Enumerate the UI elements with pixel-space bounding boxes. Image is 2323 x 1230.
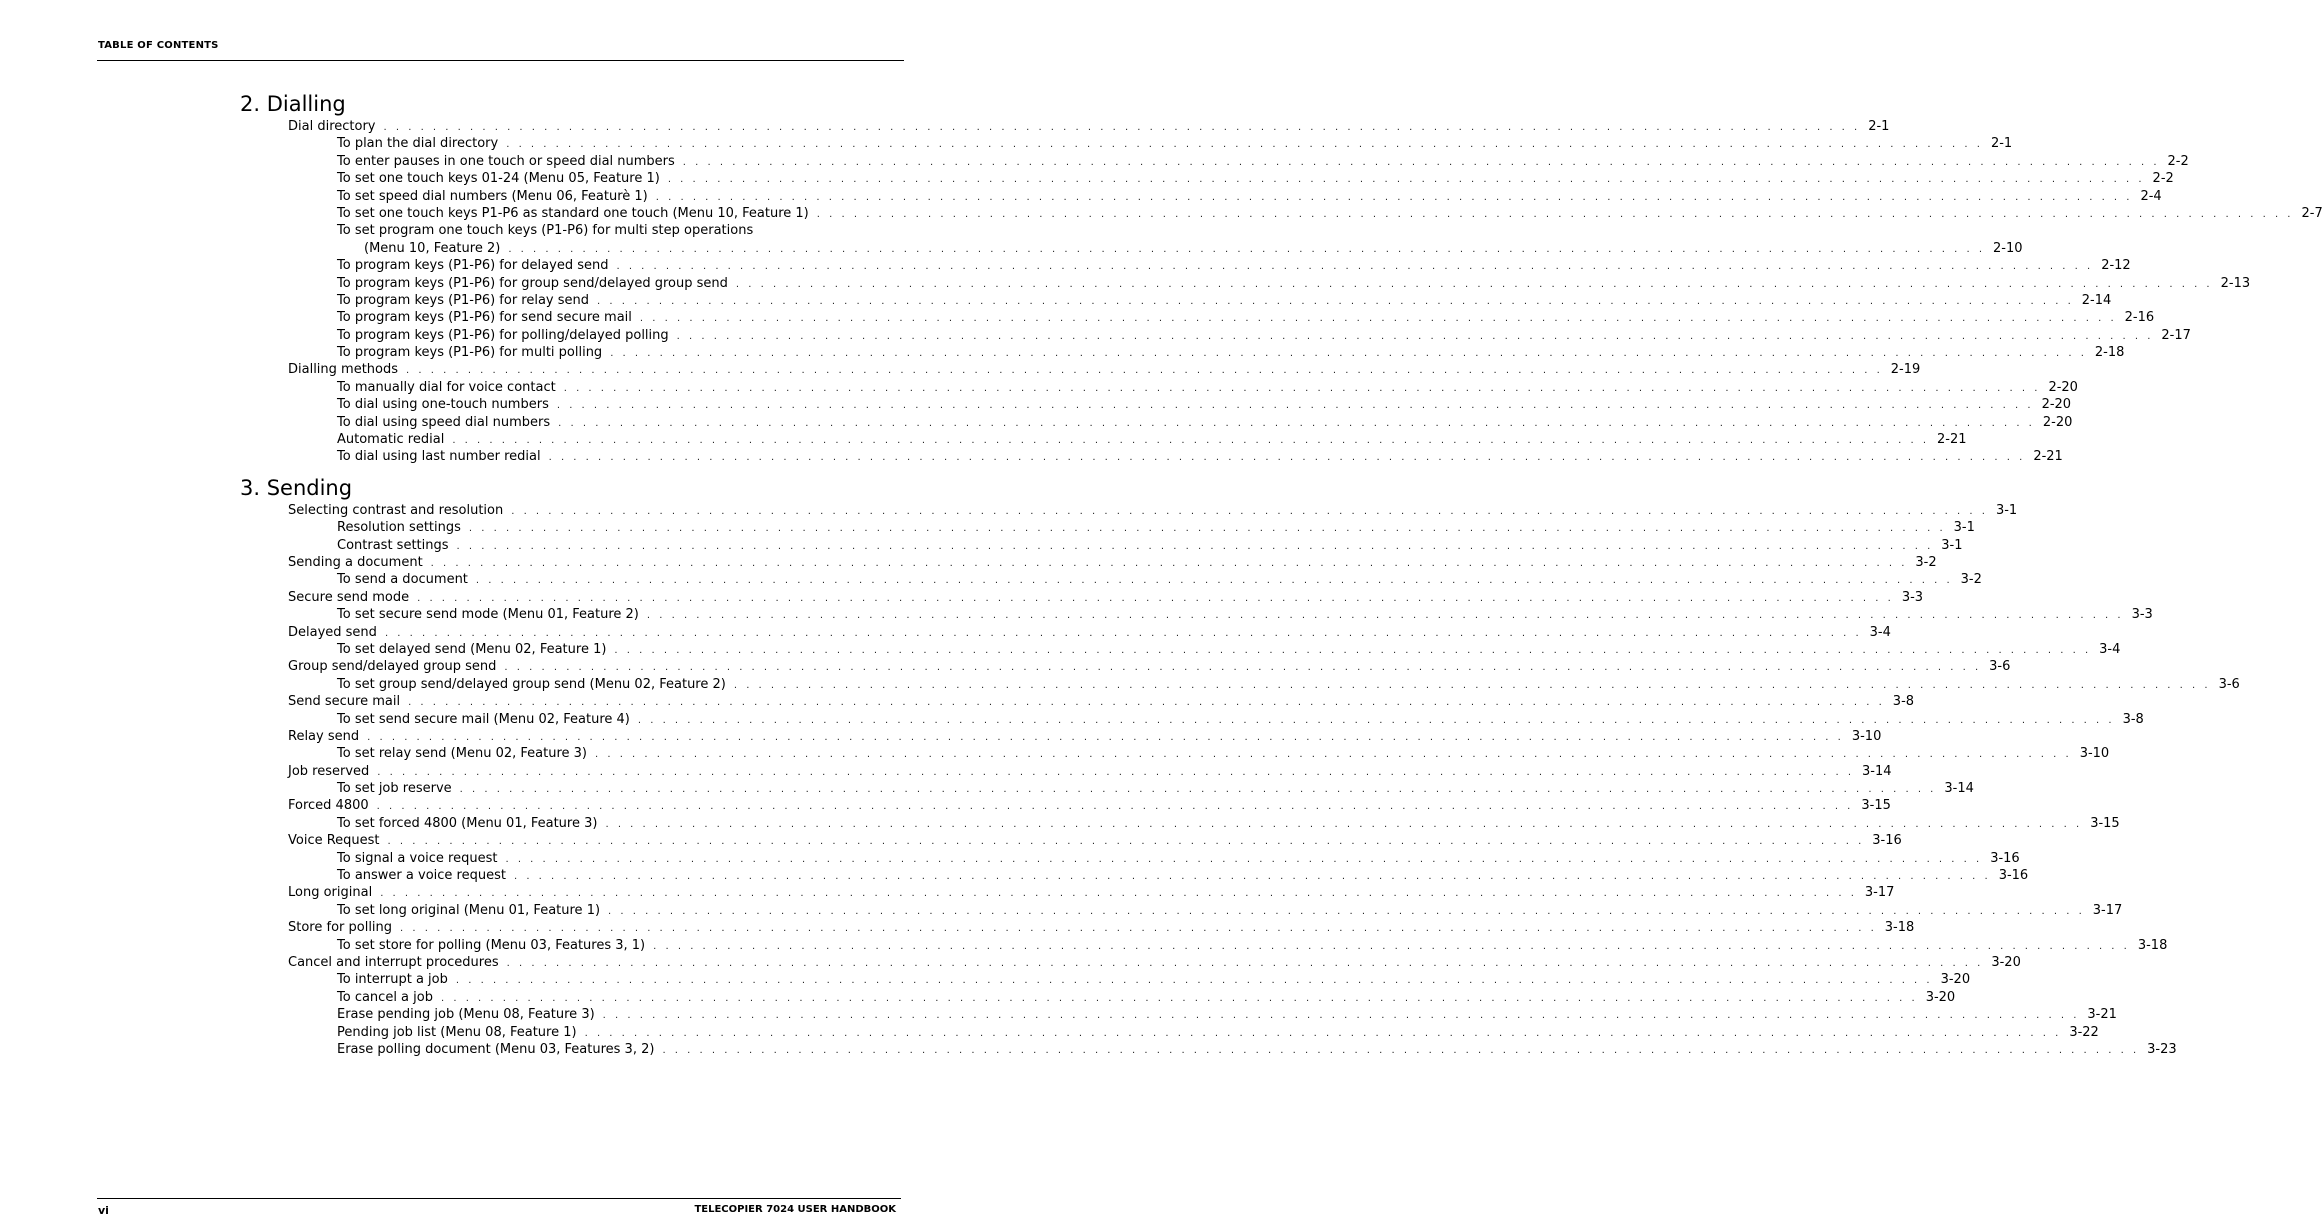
footer-book-title: TELECOPIER 7024 USER HANDBOOK	[694, 1204, 896, 1215]
dot-leader: . . . . . . . . . . . . . . . . . . . . . . . . . . . . . . . . . . . . . . . . . . . . . . . . . . . . . . . . . . . . . . . . . . . . . . . . . . . . . . . . . . . . . . . . . . . . . . . . . . . . . . . . . . . . . . . . . . . . . . . .	[594, 749, 2072, 761]
toc-entry-page: 3-16	[1872, 833, 1902, 849]
toc-entry[interactable]	[240, 745, 2110, 762]
toc-entry[interactable]	[240, 867, 2029, 884]
toc-entry-title: To set one touch keys 01-24 (Menu 05, Feature 1)	[337, 171, 660, 187]
toc-entry[interactable]	[240, 170, 2174, 187]
toc-entry[interactable]	[240, 153, 2189, 170]
dot-leader: . . . . . . . . . . . . . . . . . . . . . . . . . . . . . . . . . . . . . . . . . . . . . . . . . . . . . . . . . . . . . . . . . . . . . . . . . . . . . . . . . . . . . . . . . . . . . . . . . . . . . . . . . . . . . . . . . . . . . . . .	[558, 417, 2035, 429]
toc-entry-title: To program keys (P1-P6) for multi polling	[337, 345, 603, 361]
toc-entry-title: To dial using speed dial numbers	[337, 414, 551, 430]
toc-entry[interactable]	[240, 780, 1974, 797]
dot-leader: . . . . . . . . . . . . . . . . . . . . . . . . . . . . . . . . . . . . . . . . . . . . . . . . . . . . . . . . . . . . . . . . . . . . . . . . . . . . . . . . . . . . . . . . . . . . . . . . . . . . . . . . . . . . . . . . . . . . . . . .	[376, 801, 1854, 813]
toc-entry[interactable]	[240, 537, 1963, 554]
toc-entry-page: 3-21	[2087, 1007, 2117, 1023]
toc-entry-page: 3-2	[1915, 554, 1937, 570]
toc-entry-title: Store for polling	[288, 920, 393, 936]
toc-entry-title: To set speed dial numbers (Menu 06, Featurè 1)	[337, 188, 648, 204]
dot-leader: . . . . . . . . . . . . . . . . . . . . . . . . . . . . . . . . . . . . . . . . . . . . . . . . . . . . . . . . . . . . . . . . . . . . . . . . . . . . . . . . . . . . . . . . . . . . . . . . . . . . . . . . . . . . . . . . . . . . . . . .	[662, 1044, 2140, 1056]
dot-leader: . . . . . . . . . . . . . . . . . . . . . . . . . . . . . . . . . . . . . . . . . . . . . . . . . . . . . . . . . . . . . . . . . . . . . . . . . . . . . . . . . . . . . . . . . . . . . . . . . . . . . . . . . . . . . . . . . . . . . . . .	[735, 278, 2213, 290]
dot-leader: . . . . . . . . . . . . . . . . . . . . . . . . . . . . . . . . . . . . . . . . . . . . . . . . . . . . . . . . . . . . . . . . . . . . . . . . . . . . . . . . . . . . . . . . . . . . . . . . . . . . . . . . . . . . . . . . . . . . . . . .	[504, 662, 1982, 674]
dot-leader: . . . . . . . . . . . . . . . . . . . . . . . . . . . . . . . . . . . . . . . . . . . . . . . . . . . . . . . . . . . . . . . . . . . . . . . . . . . . . . . . . . . . . . . . . . . . . . . . . . . . . . . . . . . . . . . . . . . . . . . .	[605, 818, 2083, 830]
toc-entry-title: Selecting contrast and resolution	[288, 502, 504, 518]
toc-entry-title: To set forced 4800 (Menu 01, Feature 3)	[337, 815, 598, 831]
toc-entry[interactable]	[240, 571, 1982, 588]
toc-entry-page: 2-1	[1868, 119, 1890, 134]
toc-entry[interactable]	[240, 379, 2078, 396]
dot-leader: . . . . . . . . . . . . . . . . . . . . . . . . . . . . . . . . . . . . . . . . . . . . . . . . . . . . . . . . . . . . . . . . . . . . . . . . . . . . . . . . . . . . . . . . . . . . . . . . . . . . . . . . . . . . . . . . . . . . . . . .	[380, 888, 1857, 900]
toc-entry[interactable]	[240, 554, 1937, 571]
running-header: TABLE OF CONTENTS	[98, 40, 219, 51]
toc-entry[interactable]	[240, 188, 2162, 205]
toc-entry[interactable]	[240, 884, 1895, 901]
toc-entry-page: 3-8	[2122, 711, 2144, 727]
toc-entry-title: To plan the dial directory	[337, 136, 499, 152]
toc-entry-title: To dial using one-touch numbers	[337, 397, 549, 413]
toc-entry[interactable]	[240, 693, 1915, 710]
toc-entry-title: Automatic redial	[337, 432, 445, 448]
toc-entry-page: 2-21	[2033, 449, 2063, 465]
toc-entry[interactable]	[240, 589, 1924, 606]
toc-entry-page: 3-4	[2099, 641, 2121, 657]
dot-leader: . . . . . . . . . . . . . . . . . . . . . . . . . . . . . . . . . . . . . . . . . . . . . . . . . . . . . . . . . . . . . . . . . . . . . . . . . . . . . . . . . . . . . . . . . . . . . . . . . . . . . . . . . . . . . . . . . . . . . . . .	[475, 575, 1953, 587]
toc-entry-page: 2-17	[2161, 327, 2191, 343]
toc-entry[interactable]	[240, 989, 1956, 1006]
toc-entry-title: To set delayed send (Menu 02, Feature 1)	[337, 641, 607, 657]
toc-entry[interactable]	[240, 222, 896, 239]
toc-entry-title: Pending job list (Menu 08, Feature 1)	[337, 1024, 577, 1040]
toc-entry-page: 3-16	[1998, 868, 2029, 884]
toc-entry-page: 3-6	[2218, 676, 2240, 692]
toc-entry-page: 3-18	[2137, 937, 2168, 953]
toc-entry-page: 3-20	[1940, 972, 1971, 988]
dot-leader: . . . . . . . . . . . . . . . . . . . . . . . . . . . . . . . . . . . . . . . . . . . . . . . . . . . . . . . . . . . . . . . . . . . . . . . . . . . . . . . . . . . . . . . . . . . . . . . . . . . . . . . . . . . . . . . . . . . . . . . .	[639, 313, 2117, 325]
dot-leader: . . . . . . . . . . . . . . . . . . . . . . . . . . . . . . . . . . . . . . . . . . . . . . . . . . . . . . . . . . . . . . . . . . . . . . . . . . . . . . . . . . . . . . . . . . . . . . . . . . . . . . . . . . . . . . . . . . . . . . . .	[563, 382, 2041, 394]
toc-entry[interactable]	[240, 658, 2011, 675]
toc-entry[interactable]	[240, 711, 2144, 728]
toc-entry-title: Resolution settings	[337, 520, 461, 536]
dot-leader: . . . . . . . . . . . . . . . . . . . . . . . . . . . . . . . . . . . . . . . . . . . . . . . . . . . . . . . . . . . . . . . . . . . . . . . . . . . . . . . . . . . . . . . . . . . . . . . . . . . . . . . . . . . . . . . . . . . . . . . .	[513, 871, 1991, 883]
footer-page-number: vi	[98, 1204, 109, 1217]
toc-entry[interactable]	[240, 502, 2018, 519]
dot-leader: . . . . . . . . . . . . . . . . . . . . . . . . . . . . . . . . . . . . . . . . . . . . . . . . . . . . . . . . . . . . . . . . . . . . . . . . . . . . . . . . . . . . . . . . . . . . . . . . . . . . . . . . . . . . . . . . . . . . . . . .	[508, 243, 1986, 255]
toc-entry-title: Group send/delayed group send	[288, 659, 497, 675]
footer-divider	[97, 1198, 901, 1199]
toc-entry-page: 3-10	[2079, 746, 2110, 762]
toc-entry-title: To set relay send (Menu 02, Feature 3)	[337, 746, 587, 762]
toc-entry-title: Dialling methods	[288, 362, 399, 378]
toc-entry[interactable]	[240, 815, 2120, 832]
toc-entry[interactable]	[240, 240, 2023, 257]
toc-entry-page: 2-20	[2042, 414, 2073, 430]
toc-entry-title: To set program one touch keys (P1-P6) for multi step operations	[337, 223, 754, 239]
toc-entry-page: 2-12	[2101, 258, 2131, 274]
dot-leader: . . . . . . . . . . . . . . . . . . . . . . . . . . . . . . . . . . . . . . . . . . . . . . . . . . . . . . . . . . . . . . . . . . . . . . . . . . . . . . . . . . . . . . . . . . . . . . . . . . . . . . . . . . . . . . . . . . . . . . . .	[506, 139, 1983, 151]
toc-entry[interactable]	[240, 414, 2073, 431]
toc-entry-page: 2-20	[2041, 397, 2072, 413]
toc-entry-title: To answer a voice request	[337, 868, 506, 884]
toc-entry-page: 3-15	[1861, 798, 1891, 814]
toc-entry-title: To interrupt a job	[337, 972, 448, 988]
toc-entry[interactable]	[240, 902, 2123, 919]
dot-leader: . . . . . . . . . . . . . . . . . . . . . . . . . . . . . . . . . . . . . . . . . . . . . . . . . . . . . . . . . . . . . . . . . . . . . . . . . . . . . . . . . . . . . . . . . . . . . . . . . . . . . . . . . . . . . . . . . . . . . . . .	[383, 122, 1861, 133]
toc-entry[interactable]	[240, 519, 1975, 536]
toc-entry-title: Send secure mail	[288, 694, 401, 710]
toc-entry-title: Job reserved	[288, 763, 370, 779]
table-of-contents	[240, 90, 2323, 1058]
dot-leader: . . . . . . . . . . . . . . . . . . . . . . . . . . . . . . . . . . . . . . . . . . . . . . . . . . . . . . . . . . . . . . . . . . . . . . . . . . . . . . . . . . . . . . . . . . . . . . . . . . . . . . . . . . . . . . . . . . . . . . . .	[608, 905, 2085, 917]
toc-entry-page: 3-17	[2092, 902, 2123, 918]
toc-entry[interactable]	[240, 624, 1891, 641]
toc-entry[interactable]	[240, 309, 2155, 326]
toc-entry-page: 3-14	[1944, 781, 1974, 797]
toc-entry-title: To program keys (P1-P6) for relay send	[337, 292, 590, 308]
toc-entry-page: 3-2	[1960, 572, 1982, 588]
toc-entry[interactable]	[240, 1006, 2117, 1023]
toc-entry-page: 3-1	[1995, 502, 2018, 518]
toc-entry[interactable]	[240, 797, 1891, 814]
toc-entry-title: (Menu 10, Feature 2)	[364, 240, 501, 256]
toc-entry[interactable]	[240, 327, 2191, 344]
dot-leader: . . . . . . . . . . . . . . . . . . . . . . . . . . . . . . . . . . . . . . . . . . . . . . . . . . . . . . . . . . . . . . . . . . . . . . . . . . . . . . . . . . . . . . . . . . . . . . . . . . . . . . . . . . . . . . . . . . . . . . . .	[733, 679, 2211, 691]
toc-entry-title: Delayed send	[288, 624, 377, 640]
dot-leader: . . . . . . . . . . . . . . . . . . . . . . . . . . . . . . . . . . . . . . . . . . . . . . . . . . . . . . . . . . . . . . . . . . . . . . . . . . . . . . . . . . . . . . . . . . . . . . . . . . . . . . . . . . . . . . . . . . . . . . . .	[468, 523, 1946, 535]
toc-entry-page: 3-22	[2069, 1024, 2099, 1040]
toc-entry[interactable]	[240, 971, 1971, 988]
toc-entry-page: 2-20	[2048, 379, 2078, 395]
toc-entry-title: To send a document	[337, 572, 468, 588]
toc-entry[interactable]	[240, 1024, 2099, 1041]
toc-entry[interactable]	[240, 205, 2323, 222]
toc-entry-page: 3-14	[1862, 763, 1892, 779]
toc-entry[interactable]	[240, 344, 2125, 361]
dot-leader: . . . . . . . . . . . . . . . . . . . . . . . . . . . . . . . . . . . . . . . . . . . . . . . . . . . . . . . . . . . . . . . . . . . . . . . . . . . . . . . . . . . . . . . . . . . . . . . . . . . . . . . . . . . . . . . . . . . . . . . .	[614, 644, 2092, 656]
toc-entry[interactable]	[240, 832, 1902, 849]
dot-leader: . . . . . . . . . . . . . . . . . . . . . . . . . . . . . . . . . . . . . . . . . . . . . . . . . . . . . . . . . . . . . . . . . . . . . . . . . . . . . . . . . . . . . . . . . . . . . . . . . . . . . . . . . . . . . . . . . . . . . . . .	[597, 295, 2074, 307]
toc-entry-title: To set long original (Menu 01, Feature 1)	[337, 902, 601, 918]
dot-leader: . . . . . . . . . . . . . . . . . . . . . . . . . . . . . . . . . . . . . . . . . . . . . . . . . . . . . . . . . . . . . . . . . . . . . . . . . . . . . . . . . . . . . . . . . . . . . . . . . . . . . . . . . . . . . . . . . . . . . . . .	[440, 992, 1918, 1004]
dot-leader: . . . . . . . . . . . . . . . . . . . . . . . . . . . . . . . . . . . . . . . . . . . . . . . . . . . . . . . . . . . . . . . . . . . . . . . . . . . . . . . . . . . . . . . . . . . . . . . . . . . . . . . . . . . . . . . . . . . . . . . .	[676, 330, 2154, 342]
toc-entry-title: Relay send	[288, 728, 360, 744]
dot-leader: . . . . . . . . . . . . . . . . . . . . . . . . . . . . . . . . . . . . . . . . . . . . . . . . . . . . . . . . . . . . . . . . . . . . . . . . . . . . . . . . . . . . . . . . . . . . . . . . . . . . . . . . . . . . . . . . . . . . . . . .	[505, 853, 1983, 865]
toc-entry-page: 2-18	[2094, 345, 2125, 361]
dot-leader: . . . . . . . . . . . . . . . . . . . . . . . . . . . . . . . . . . . . . . . . . . . . . . . . . . . . . . . . . . . . . . . . . . . . . . . . . . . . . . . . . . . . . . . . . . . . . . . . . . . . . . . . . . . . . . . . . . . . . . . .	[646, 610, 2124, 622]
toc-entry[interactable]	[240, 937, 2168, 954]
dot-leader: . . . . . . . . . . . . . . . . . . . . . . . . . . . . . . . . . . . . . . . . . . . . . . . . . . . . . . . . . . . . . . . . . . . . . . . . . . . . . . . . . . . . . . . . . . . . . . . . . . . . . . . . . . . . . . . . . . . . . . . .	[455, 975, 1933, 987]
chapter-heading: 3. Sending	[240, 475, 353, 500]
toc-entry[interactable]	[240, 448, 2063, 465]
toc-entry-title: To program keys (P1-P6) for polling/delayed polling	[337, 327, 669, 343]
toc-entry-page: 2-14	[2081, 292, 2112, 308]
header-divider	[97, 60, 904, 61]
toc-entry-page: 2-19	[1890, 362, 1921, 378]
toc-entry-page: 3-4	[1869, 624, 1891, 640]
toc-entry-page: 3-8	[1892, 694, 1915, 710]
dot-leader: . . . . . . . . . . . . . . . . . . . . . . . . . . . . . . . . . . . . . . . . . . . . . . . . . . . . . . . . . . . . . . . . . . . . . . . . . . . . . . . . . . . . . . . . . . . . . . . . . . . . . . . . . . . . . . . . . . . . . . . .	[452, 435, 1930, 447]
toc-entry-title: To set group send/delayed group send (Menu 02, Feature 2)	[337, 676, 726, 692]
toc-entry-page: 3-20	[1925, 989, 1956, 1005]
dot-leader: . . . . . . . . . . . . . . . . . . . . . . . . . . . . . . . . . . . . . . . . . . . . . . . . . . . . . . . . . . . . . . . . . . . . . . . . . . . . . . . . . . . . . . . . . . . . . . . . . . . . . . . . . . . . . . . . . . . . . . . .	[400, 923, 1877, 935]
dot-leader: . . . . . . . . . . . . . . . . . . . . . . . . . . . . . . . . . . . . . . . . . . . . . . . . . . . . . . . . . . . . . . . . . . . . . . . . . . . . . . . . . . . . . . . . . . . . . . . . . . . . . . . . . . . . . . . . . . . . . . . .	[556, 400, 2034, 412]
toc-entry-page: 2-2	[2152, 171, 2174, 187]
dot-leader: . . . . . . . . . . . . . . . . . . . . . . . . . . . . . . . . . . . . . . . . . . . . . . . . . . . . . . . . . . . . . . . . . . . . . . . . . . . . . . . . . . . . . . . . . . . . . . . . . . . . . . . . . . . . . . . . . . . . . . . .	[430, 557, 1908, 569]
toc-entry-title: To set store for polling (Menu 03, Features 3, 1)	[337, 937, 646, 953]
toc-entry-title: Erase polling document (Menu 03, Features 3, 2)	[337, 1041, 655, 1057]
toc-entry-title: To set send secure mail (Menu 02, Feature 4)	[337, 711, 630, 727]
toc-entry-title: To enter pauses in one touch or speed dial numbers	[337, 153, 675, 169]
dot-leader: . . . . . . . . . . . . . . . . . . . . . . . . . . . . . . . . . . . . . . . . . . . . . . . . . . . . . . . . . . . . . . . . . . . . . . . . . . . . . . . . . . . . . . . . . . . . . . . . . . . . . . . . . . . . . . . . . . . . . . . .	[602, 1010, 2080, 1022]
toc-entry-page: 3-20	[1991, 954, 2021, 970]
toc-entry-title: To program keys (P1-P6) for group send/delayed group send	[337, 275, 728, 291]
toc-entry-title: To program keys (P1-P6) for send secure mail	[337, 310, 632, 326]
toc-entry-page: 2-1	[1990, 136, 2013, 152]
toc-entry-title: Cancel and interrupt procedures	[288, 954, 499, 970]
dot-leader: . . . . . . . . . . . . . . . . . . . . . . . . . . . . . . . . . . . . . . . . . . . . . . . . . . . . . . . . . . . . . . . . . . . . . . . . . . . . . . . . . . . . . . . . . . . . . . . . . . . . . . . . . . . . . . . . . . . . . . . .	[377, 766, 1855, 778]
dot-leader: . . . . . . . . . . . . . . . . . . . . . . . . . . . . . . . . . . . . . . . . . . . . . . . . . . . . . . . . . . . . . . . . . . . . . . . . . . . . . . . . . . . . . . . . . . . . . . . . . . . . . . . . . . . . . . . . . . . . . . . .	[584, 1027, 2062, 1039]
dot-leader: . . . . . . . . . . . . . . . . . . . . . . . . . . . . . . . . . . . . . . . . . . . . . . . . . . . . . . . . . . . . . . . . . . . . . . . . . . . . . . . . . . . . . . . . . . . . . . . . . . . . . . . . . . . . . . . . . . . . . . . .	[406, 365, 1883, 377]
toc-entry[interactable]	[240, 135, 2013, 152]
toc-entry-title: To signal a voice request	[337, 850, 498, 866]
toc-entry-title: Dial directory	[288, 119, 376, 134]
toc-entry-page: 2-10	[1993, 240, 2023, 256]
chapter-heading: 2. Dialling	[240, 92, 346, 116]
toc-entry-page: 3-16	[1990, 850, 2020, 866]
toc-entry-page: 3-17	[1864, 885, 1895, 901]
dot-leader: . . . . . . . . . . . . . . . . . . . . . . . . . . . . . . . . . . . . . . . . . . . . . . . . . . . . . . . . . . . . . . . . . . . . . . . . . . . . . . . . . . . . . . . . . . . . . . . . . . . . . . . . . . . . . . . . . . . . . . . .	[548, 452, 2026, 464]
toc-entry[interactable]	[240, 431, 1967, 448]
toc-entry-page: 3-3	[2131, 607, 2153, 623]
dot-leader: . . . . . . . . . . . . . . . . . . . . . . . . . . . . . . . . . . . . . . . . . . . . . . . . . . . . . . . . . . . . . . . . . . . . . . . . . . . . . . . . . . . . . . . . . . . . . . . . . . . . . . . . . . . . . . . . . . . . . . . .	[408, 697, 1885, 709]
toc-entry-page: 3-6	[1989, 659, 2011, 675]
toc-entry[interactable]	[240, 728, 1882, 745]
toc-entry-title: To cancel a job	[337, 989, 433, 1005]
toc-entry-page: 2-21	[1937, 432, 1967, 448]
dot-leader: . . . . . . . . . . . . . . . . . . . . . . . . . . . . . . . . . . . . . . . . . . . . . . . . . . . . . . . . . . . . . . . . . . . . . . . . . . . . . . . . . . . . . . . . . . . . . . . . . . . . . . . . . . . . . . . . . . . . . . . .	[506, 957, 1984, 969]
toc-entry-title: Forced 4800	[288, 798, 369, 814]
dot-leader: . . . . . . . . . . . . . . . . . . . . . . . . . . . . . . . . . . . . . . . . . . . . . . . . . . . . . . . . . . . . . . . . . . . . . . . . . . . . . . . . . . . . . . . . . . . . . . . . . . . . . . . . . . . . . . . . . . . . . . . .	[610, 348, 2087, 360]
dot-leader: . . . . . . . . . . . . . . . . . . . . . . . . . . . . . . . . . . . . . . . . . . . . . . . . . . . . . . . . . . . . . . . . . . . . . . . . . . . . . . . . . . . . . . . . . . . . . . . . . . . . . . . . . . . . . . . . . . . . . . . .	[816, 208, 2294, 220]
toc-entry-page: 3-1	[1953, 520, 1975, 536]
toc-entry-page: 3-15	[2090, 815, 2120, 831]
toc-entry[interactable]	[240, 361, 1921, 378]
toc-entry[interactable]	[240, 292, 2112, 309]
dot-leader: . . . . . . . . . . . . . . . . . . . . . . . . . . . . . . . . . . . . . . . . . . . . . . . . . . . . . . . . . . . . . . . . . . . . . . . . . . . . . . . . . . . . . . . . . . . . . . . . . . . . . . . . . . . . . . . . . . . . . . . .	[655, 191, 2133, 203]
toc-entry-title: Secure send mode	[288, 589, 410, 605]
toc-entry-page: 3-23	[2147, 1041, 2177, 1057]
toc-entry-title: To manually dial for voice contact	[337, 379, 556, 395]
toc-entry[interactable]	[240, 396, 2072, 413]
toc-entry-title: To set secure send mode (Menu 01, Feature 2)	[337, 607, 639, 623]
dot-leader: . . . . . . . . . . . . . . . . . . . . . . . . . . . . . . . . . . . . . . . . . . . . . . . . . . . . . . . . . . . . . . . . . . . . . . . . . . . . . . . . . . . . . . . . . . . . . . . . . . . . . . . . . . . . . . . . . . . . . . . .	[384, 627, 1862, 639]
toc-entry[interactable]	[240, 641, 2121, 658]
toc-entry[interactable]	[240, 1041, 2177, 1058]
toc-entry-title: To program keys (P1-P6) for delayed send	[337, 258, 609, 274]
toc-entry-page: 2-16	[2124, 310, 2155, 326]
toc-entry-title: To set job reserve	[337, 781, 452, 797]
toc-entry-page: 3-10	[1851, 728, 1882, 744]
toc-entry-page: 3-3	[1901, 589, 1924, 605]
toc-entry[interactable]	[240, 676, 2240, 693]
dot-leader: . . . . . . . . . . . . . . . . . . . . . . . . . . . . . . . . . . . . . . . . . . . . . . . . . . . . . . . . . . . . . . . . . . . . . . . . . . . . . . . . . . . . . . . . . . . . . . . . . . . . . . . . . . . . . . . . . . . . . . . .	[667, 174, 2145, 186]
dot-leader: . . . . . . . . . . . . . . . . . . . . . . . . . . . . . . . . . . . . . . . . . . . . . . . . . . . . . . . . . . . . . . . . . . . . . . . . . . . . . . . . . . . . . . . . . . . . . . . . . . . . . . . . . . . . . . . . . . . . . . . .	[387, 836, 1865, 848]
dot-leader: . . . . . . . . . . . . . . . . . . . . . . . . . . . . . . . . . . . . . . . . . . . . . . . . . . . . . . . . . . . . . . . . . . . . . . . . . . . . . . . . . . . . . . . . . . . . . . . . . . . . . . . . . . . . . . . . . . . . . . . .	[417, 592, 1894, 604]
toc-entry-page: 2-13	[2220, 275, 2251, 291]
toc-entry[interactable]	[240, 850, 2020, 867]
toc-entry-page: 2-4	[2140, 188, 2162, 204]
dot-leader: . . . . . . . . . . . . . . . . . . . . . . . . . . . . . . . . . . . . . . . . . . . . . . . . . . . . . . . . . . . . . . . . . . . . . . . . . . . . . . . . . . . . . . . . . . . . . . . . . . . . . . . . . . . . . . . . . . . . . . . .	[682, 156, 2160, 168]
toc-entry[interactable]	[240, 275, 2251, 292]
toc-entry-page: 3-18	[1884, 920, 1915, 936]
toc-entry[interactable]	[240, 606, 2153, 623]
toc-entry-title: Voice Request	[288, 833, 380, 849]
toc-entry-title: To set one touch keys P1-P6 as standard one touch (Menu 10, Feature 1)	[337, 205, 809, 221]
dot-leader: . . . . . . . . . . . . . . . . . . . . . . . . . . . . . . . . . . . . . . . . . . . . . . . . . . . . . . . . . . . . . . . . . . . . . . . . . . . . . . . . . . . . . . . . . . . . . . . . . . . . . . . . . . . . . . . . . . . . . . . .	[616, 261, 2094, 273]
dot-leader: . . . . . . . . . . . . . . . . . . . . . . . . . . . . . . . . . . . . . . . . . . . . . . . . . . . . . . . . . . . . . . . . . . . . . . . . . . . . . . . . . . . . . . . . . . . . . . . . . . . . . . . . . . . . . . . . . . . . . . . .	[456, 540, 1934, 552]
toc-entry-page: 3-1	[1941, 537, 1963, 553]
toc-entry-title: Sending a document	[288, 554, 423, 570]
toc-entry-page: 2-2	[2167, 153, 2189, 169]
toc-entry[interactable]	[240, 763, 1892, 780]
dot-leader: . . . . . . . . . . . . . . . . . . . . . . . . . . . . . . . . . . . . . . . . . . . . . . . . . . . . . . . . . . . . . . . . . . . . . . . . . . . . . . . . . . . . . . . . . . . . . . . . . . . . . . . . . . . . . . . . . . . . . . . .	[367, 731, 1844, 743]
toc-entry-page: 2-7	[2301, 205, 2323, 221]
toc-entry[interactable]	[240, 257, 2131, 274]
dot-leader: . . . . . . . . . . . . . . . . . . . . . . . . . . . . . . . . . . . . . . . . . . . . . . . . . . . . . . . . . . . . . . . . . . . . . . . . . . . . . . . . . . . . . . . . . . . . . . . . . . . . . . . . . . . . . . . . . . . . . . . .	[653, 940, 2130, 952]
toc-entry[interactable]	[240, 118, 1890, 135]
toc-entry[interactable]	[240, 954, 2021, 971]
dot-leader: . . . . . . . . . . . . . . . . . . . . . . . . . . . . . . . . . . . . . . . . . . . . . . . . . . . . . . . . . . . . . . . . . . . . . . . . . . . . . . . . . . . . . . . . . . . . . . . . . . . . . . . . . . . . . . . . . . . . . . . .	[511, 505, 1988, 517]
toc-entry-title: Contrast settings	[337, 537, 449, 553]
dot-leader: . . . . . . . . . . . . . . . . . . . . . . . . . . . . . . . . . . . . . . . . . . . . . . . . . . . . . . . . . . . . . . . . . . . . . . . . . . . . . . . . . . . . . . . . . . . . . . . . . . . . . . . . . . . . . . . . . . . . . . . .	[459, 784, 1937, 796]
toc-entry-title: Erase pending job (Menu 08, Feature 3)	[337, 1007, 595, 1023]
toc-entry-title: To dial using last number redial	[337, 449, 541, 465]
toc-entry[interactable]	[240, 919, 1915, 936]
dot-leader: . . . . . . . . . . . . . . . . . . . . . . . . . . . . . . . . . . . . . . . . . . . . . . . . . . . . . . . . . . . . . . . . . . . . . . . . . . . . . . . . . . . . . . . . . . . . . . . . . . . . . . . . . . . . . . . . . . . . . . . .	[637, 714, 2115, 726]
toc-entry-title: Long original	[288, 885, 373, 901]
